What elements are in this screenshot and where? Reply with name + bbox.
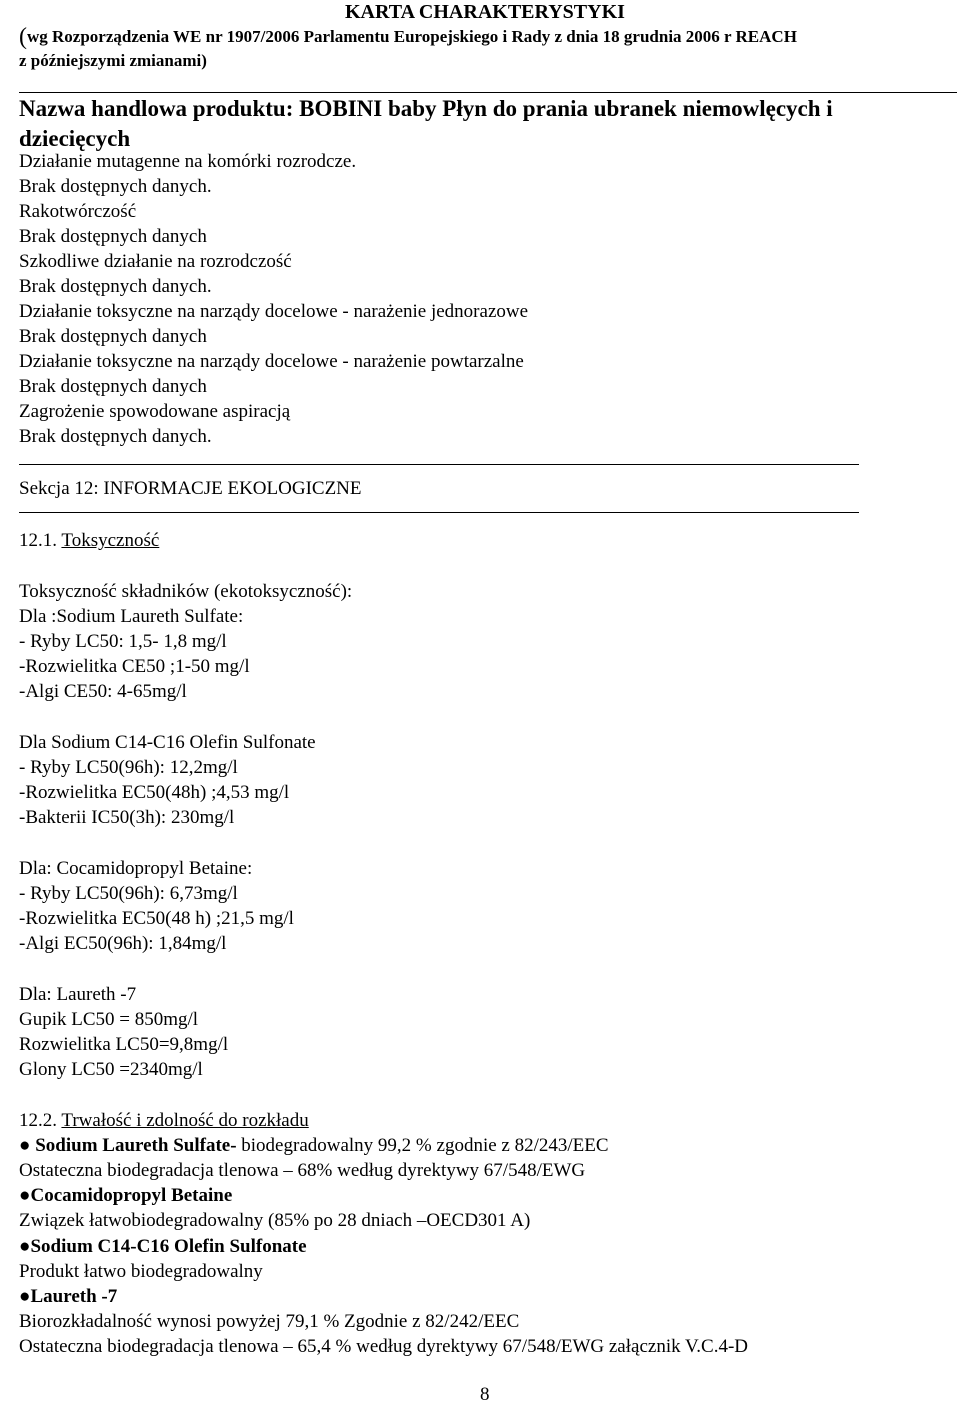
section-rule-bottom	[19, 512, 859, 513]
degradation-item-heading	[19, 1184, 232, 1208]
component-name: Sodium Laureth Sulfate-	[35, 1135, 237, 1156]
regulation-line	[19, 25, 797, 49]
component-name: Sodium C14-C16 Olefin Sulfonate	[30, 1236, 307, 1257]
degradation-item-heading	[19, 1285, 117, 1309]
product-name-line-2: dziecięcych	[19, 126, 131, 151]
regulation-text: wg Rozporządzenia WE nr 1907/2006 Parlamentu Europejskiego i Rady z dnia 18 grudnia 2006 r REACH	[27, 27, 797, 46]
ecotox-line: Glony LC50 =2340mg/l	[19, 1059, 203, 1080]
product-name-line-1: Nazwa handlowa produktu: BOBINI baby Płyn do prania ubranek niemowlęcych i	[19, 96, 833, 121]
ecotox-line: - Ryby LC50(96h): 12,2mg/l	[19, 757, 238, 778]
ecotox-line: -Algi CE50: 4-65mg/l	[19, 681, 187, 702]
degradation-item-heading	[19, 1235, 307, 1259]
bullet-icon: ●	[19, 1135, 36, 1156]
degradation-line: Produkt łatwo biodegradowalny	[19, 1261, 263, 1282]
bullet-icon: ●	[19, 1185, 31, 1206]
subsection-number: 12.2.	[19, 1110, 62, 1131]
component-heading: Dla: Cocamidopropyl Betaine:	[19, 858, 253, 879]
ecotox-line: - Ryby LC50(96h): 6,73mg/l	[19, 883, 238, 904]
subsection-title: Toksyczność	[61, 530, 160, 551]
ecotox-line: Gupik LC50 = 850mg/l	[19, 1009, 199, 1030]
tox-value: Brak dostępnych danych.	[19, 276, 212, 297]
tox-heading: Szkodliwe działanie na rozrodczość	[19, 251, 292, 272]
bullet-icon: ●	[19, 1286, 31, 1307]
tox-value: Brak dostępnych danych	[19, 226, 207, 247]
component-heading: Dla :Sodium Laureth Sulfate:	[19, 606, 244, 627]
subsection-heading-12-2	[19, 1109, 309, 1133]
bullet-icon: ●	[19, 1236, 31, 1257]
degradation-line: Związek łatwobiodegradowalny (85% po 28 dniach –OECD301 A)	[19, 1210, 531, 1231]
component-name: Cocamidopropyl Betaine	[30, 1185, 233, 1206]
tox-heading: Działanie toksyczne na narządy docelowe - narażenie jednorazowe	[19, 301, 529, 322]
component-heading: Dla: Laureth -7	[19, 984, 137, 1005]
component-name: Laureth -7	[30, 1286, 118, 1307]
ecotox-line: -Rozwielitka CE50 ;1-50 mg/l	[19, 656, 250, 677]
ecotox-line: -Bakterii IC50(3h): 230mg/l	[19, 807, 235, 828]
tox-heading: Działanie mutagenne na komórki rozrodcze.	[19, 151, 357, 172]
degradation-line: Ostateczna biodegradacja tlenowa – 68% według dyrektywy 67/548/EWG	[19, 1160, 586, 1181]
degradation-summary: biodegradowalny 99,2 % zgodnie z 82/243/EEC	[236, 1135, 609, 1156]
degradation-line: Ostateczna biodegradacja tlenowa – 65,4 % według dyrektywy 67/548/EWG załącznik V.C.4-D	[19, 1336, 748, 1357]
ecotox-line: Rozwielitka LC50=9,8mg/l	[19, 1034, 229, 1055]
header-rule	[19, 92, 957, 93]
degradation-item-heading	[19, 1134, 609, 1158]
ecotox-line: -Algi EC50(96h): 1,84mg/l	[19, 933, 227, 954]
tox-heading: Rakotwórczość	[19, 201, 137, 222]
component-heading: Dla Sodium C14-C16 Olefin Sulfonate	[19, 732, 316, 753]
tox-value: Brak dostępnych danych	[19, 376, 207, 397]
ecotox-intro: Toksyczność składników (ekotoksyczność):	[19, 581, 353, 602]
section-title: Sekcja 12: INFORMACJE EKOLOGICZNE	[19, 478, 362, 499]
tox-heading: Działanie toksyczne na narządy docelowe - narażenie powtarzalne	[19, 351, 524, 372]
degradation-line: Biorozkładalność wynosi powyżej 79,1 % Zgodnie z 82/242/EEC	[19, 1311, 520, 1332]
open-paren: (	[19, 24, 27, 50]
document-title: KARTA CHARAKTERYSTYKI	[345, 1, 625, 23]
subsection-heading-12-1	[19, 529, 159, 553]
section-rule-top	[19, 464, 859, 465]
ecotox-line: -Rozwielitka EC50(48 h) ;21,5 mg/l	[19, 908, 294, 929]
tox-heading: Zagrożenie spowodowane aspiracją	[19, 401, 291, 422]
ecotox-line: -Rozwielitka EC50(48h) ;4,53 mg/l	[19, 782, 290, 803]
tox-value: Brak dostępnych danych.	[19, 176, 212, 197]
subsection-title: Trwałość i zdolność do rozkładu	[61, 1110, 309, 1131]
tox-value: Brak dostępnych danych.	[19, 426, 212, 447]
ecotox-line: - Ryby LC50: 1,5- 1,8 mg/l	[19, 631, 227, 652]
page-number: 8	[480, 1384, 490, 1405]
subsection-number: 12.1.	[19, 530, 62, 551]
amendments-line: z późniejszymi zmianami)	[19, 51, 207, 70]
tox-value: Brak dostępnych danych	[19, 326, 207, 347]
